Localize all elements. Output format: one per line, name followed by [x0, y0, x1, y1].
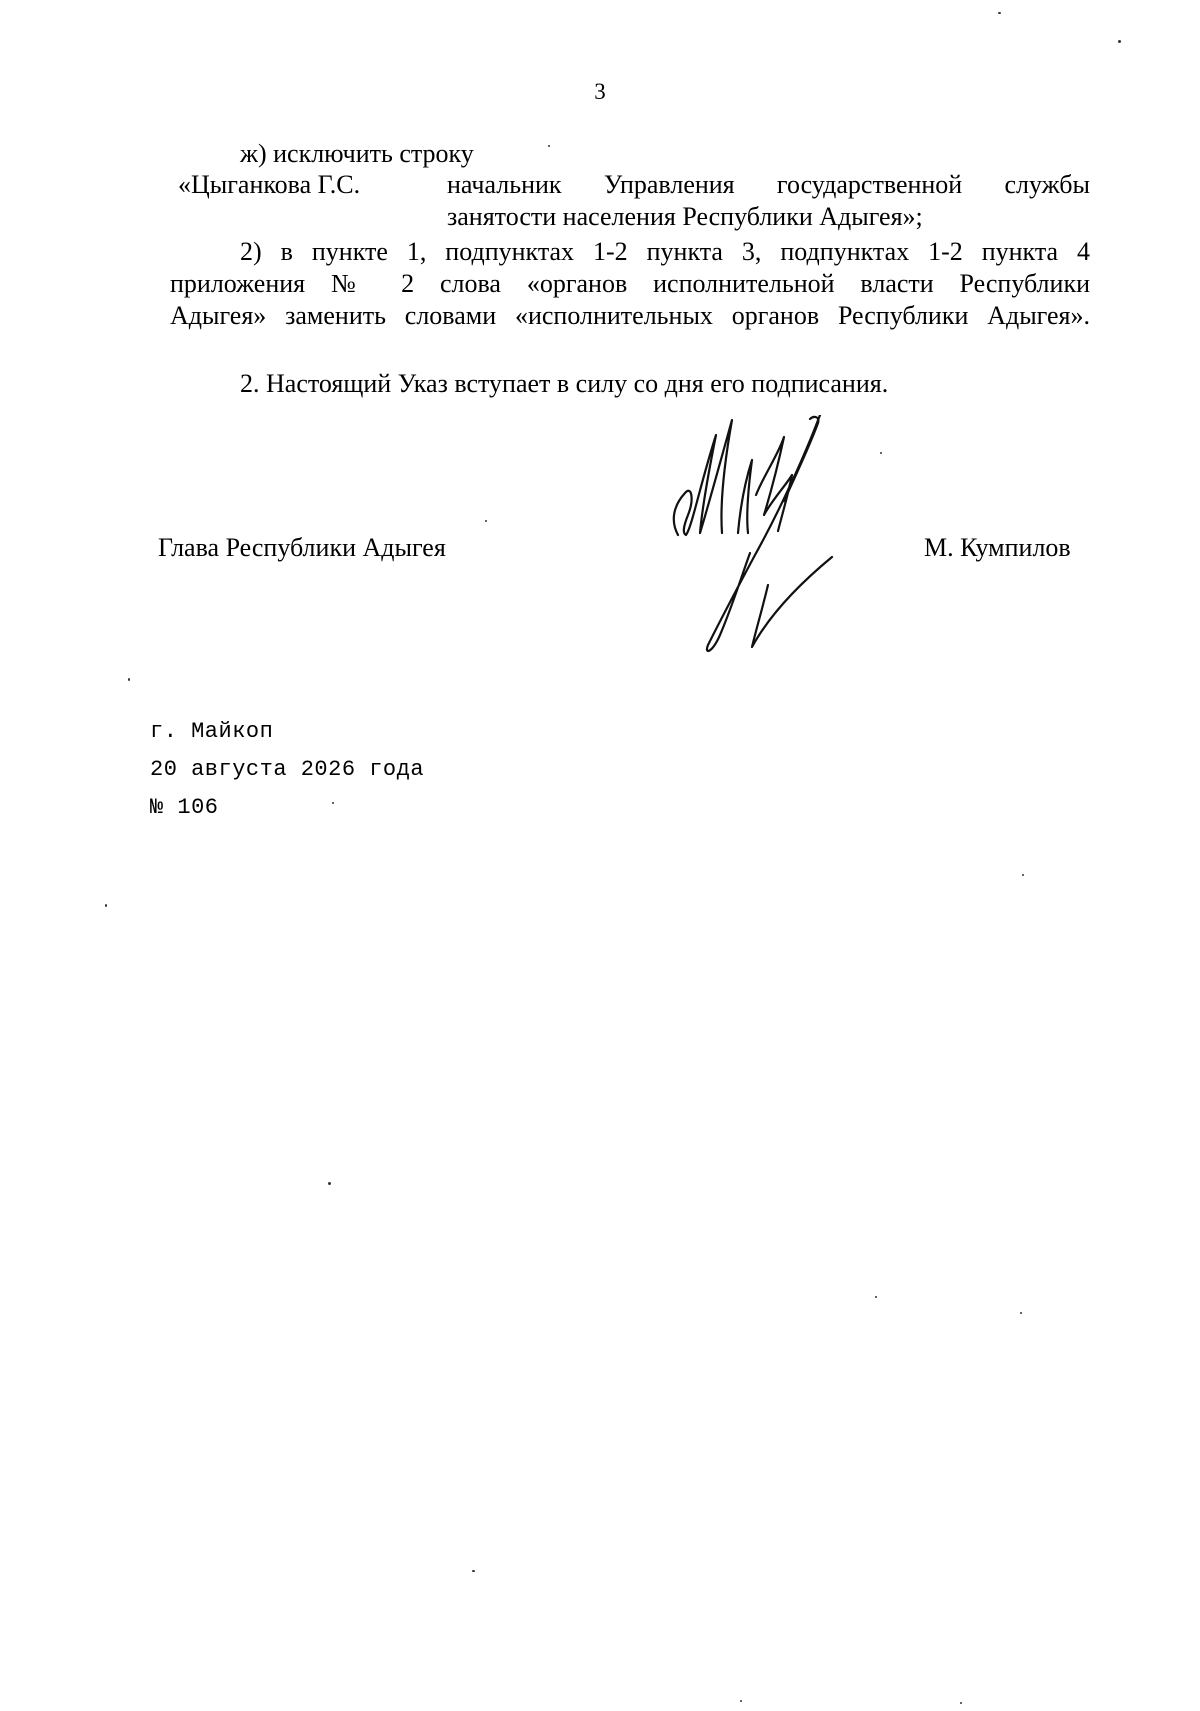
scan-speck [880, 452, 882, 454]
footer-number: № 106 [150, 795, 219, 820]
scan-speck [1020, 1312, 1022, 1314]
scan-speck [128, 678, 130, 681]
scan-speck [328, 1182, 331, 1185]
scan-speck [960, 1702, 962, 1704]
signatory-title: Глава Республики Адыгея [158, 533, 446, 562]
footer-date: 20 августа 2026 года [150, 757, 425, 782]
excluded-entry-position-line2: занятости населения Республики Адыгея»; [447, 202, 923, 231]
item-zh: ж) исключить строку [240, 139, 474, 168]
item2-line2: приложения № 2 слова «органов исполнительной власти Республики [170, 269, 1090, 298]
scan-speck [740, 1700, 742, 1702]
item2-line1: 2) в пункте 1, подпунктах 1-2 пункта 3, подпунктах 1-2 пункта 4 [240, 237, 1090, 266]
scan-speck [548, 145, 550, 147]
excluded-entry-position-line1: начальник Управления государственной службы [447, 170, 1090, 199]
scan-speck [998, 12, 1001, 14]
scan-speck [875, 1296, 877, 1298]
signature-image [660, 415, 890, 665]
scan-speck [485, 520, 487, 522]
scan-speck [472, 1570, 475, 1572]
signatory-name: М. Кумпилов [924, 533, 1071, 562]
scan-speck [332, 802, 334, 804]
paragraph-2: 2. Настоящий Указ вступает в силу со дня его подписания. [240, 369, 889, 398]
page-number: 3 [594, 79, 606, 104]
scan-speck [1118, 40, 1121, 43]
footer-city: г. Майкоп [150, 719, 274, 744]
scan-speck [105, 904, 107, 907]
excluded-entry-name: «Цыганкова Г.С. [178, 170, 361, 199]
scan-speck [1022, 874, 1024, 876]
item2-line3: Адыгея» заменить словами «исполнительных органов Республики Адыгея». [170, 301, 1090, 330]
